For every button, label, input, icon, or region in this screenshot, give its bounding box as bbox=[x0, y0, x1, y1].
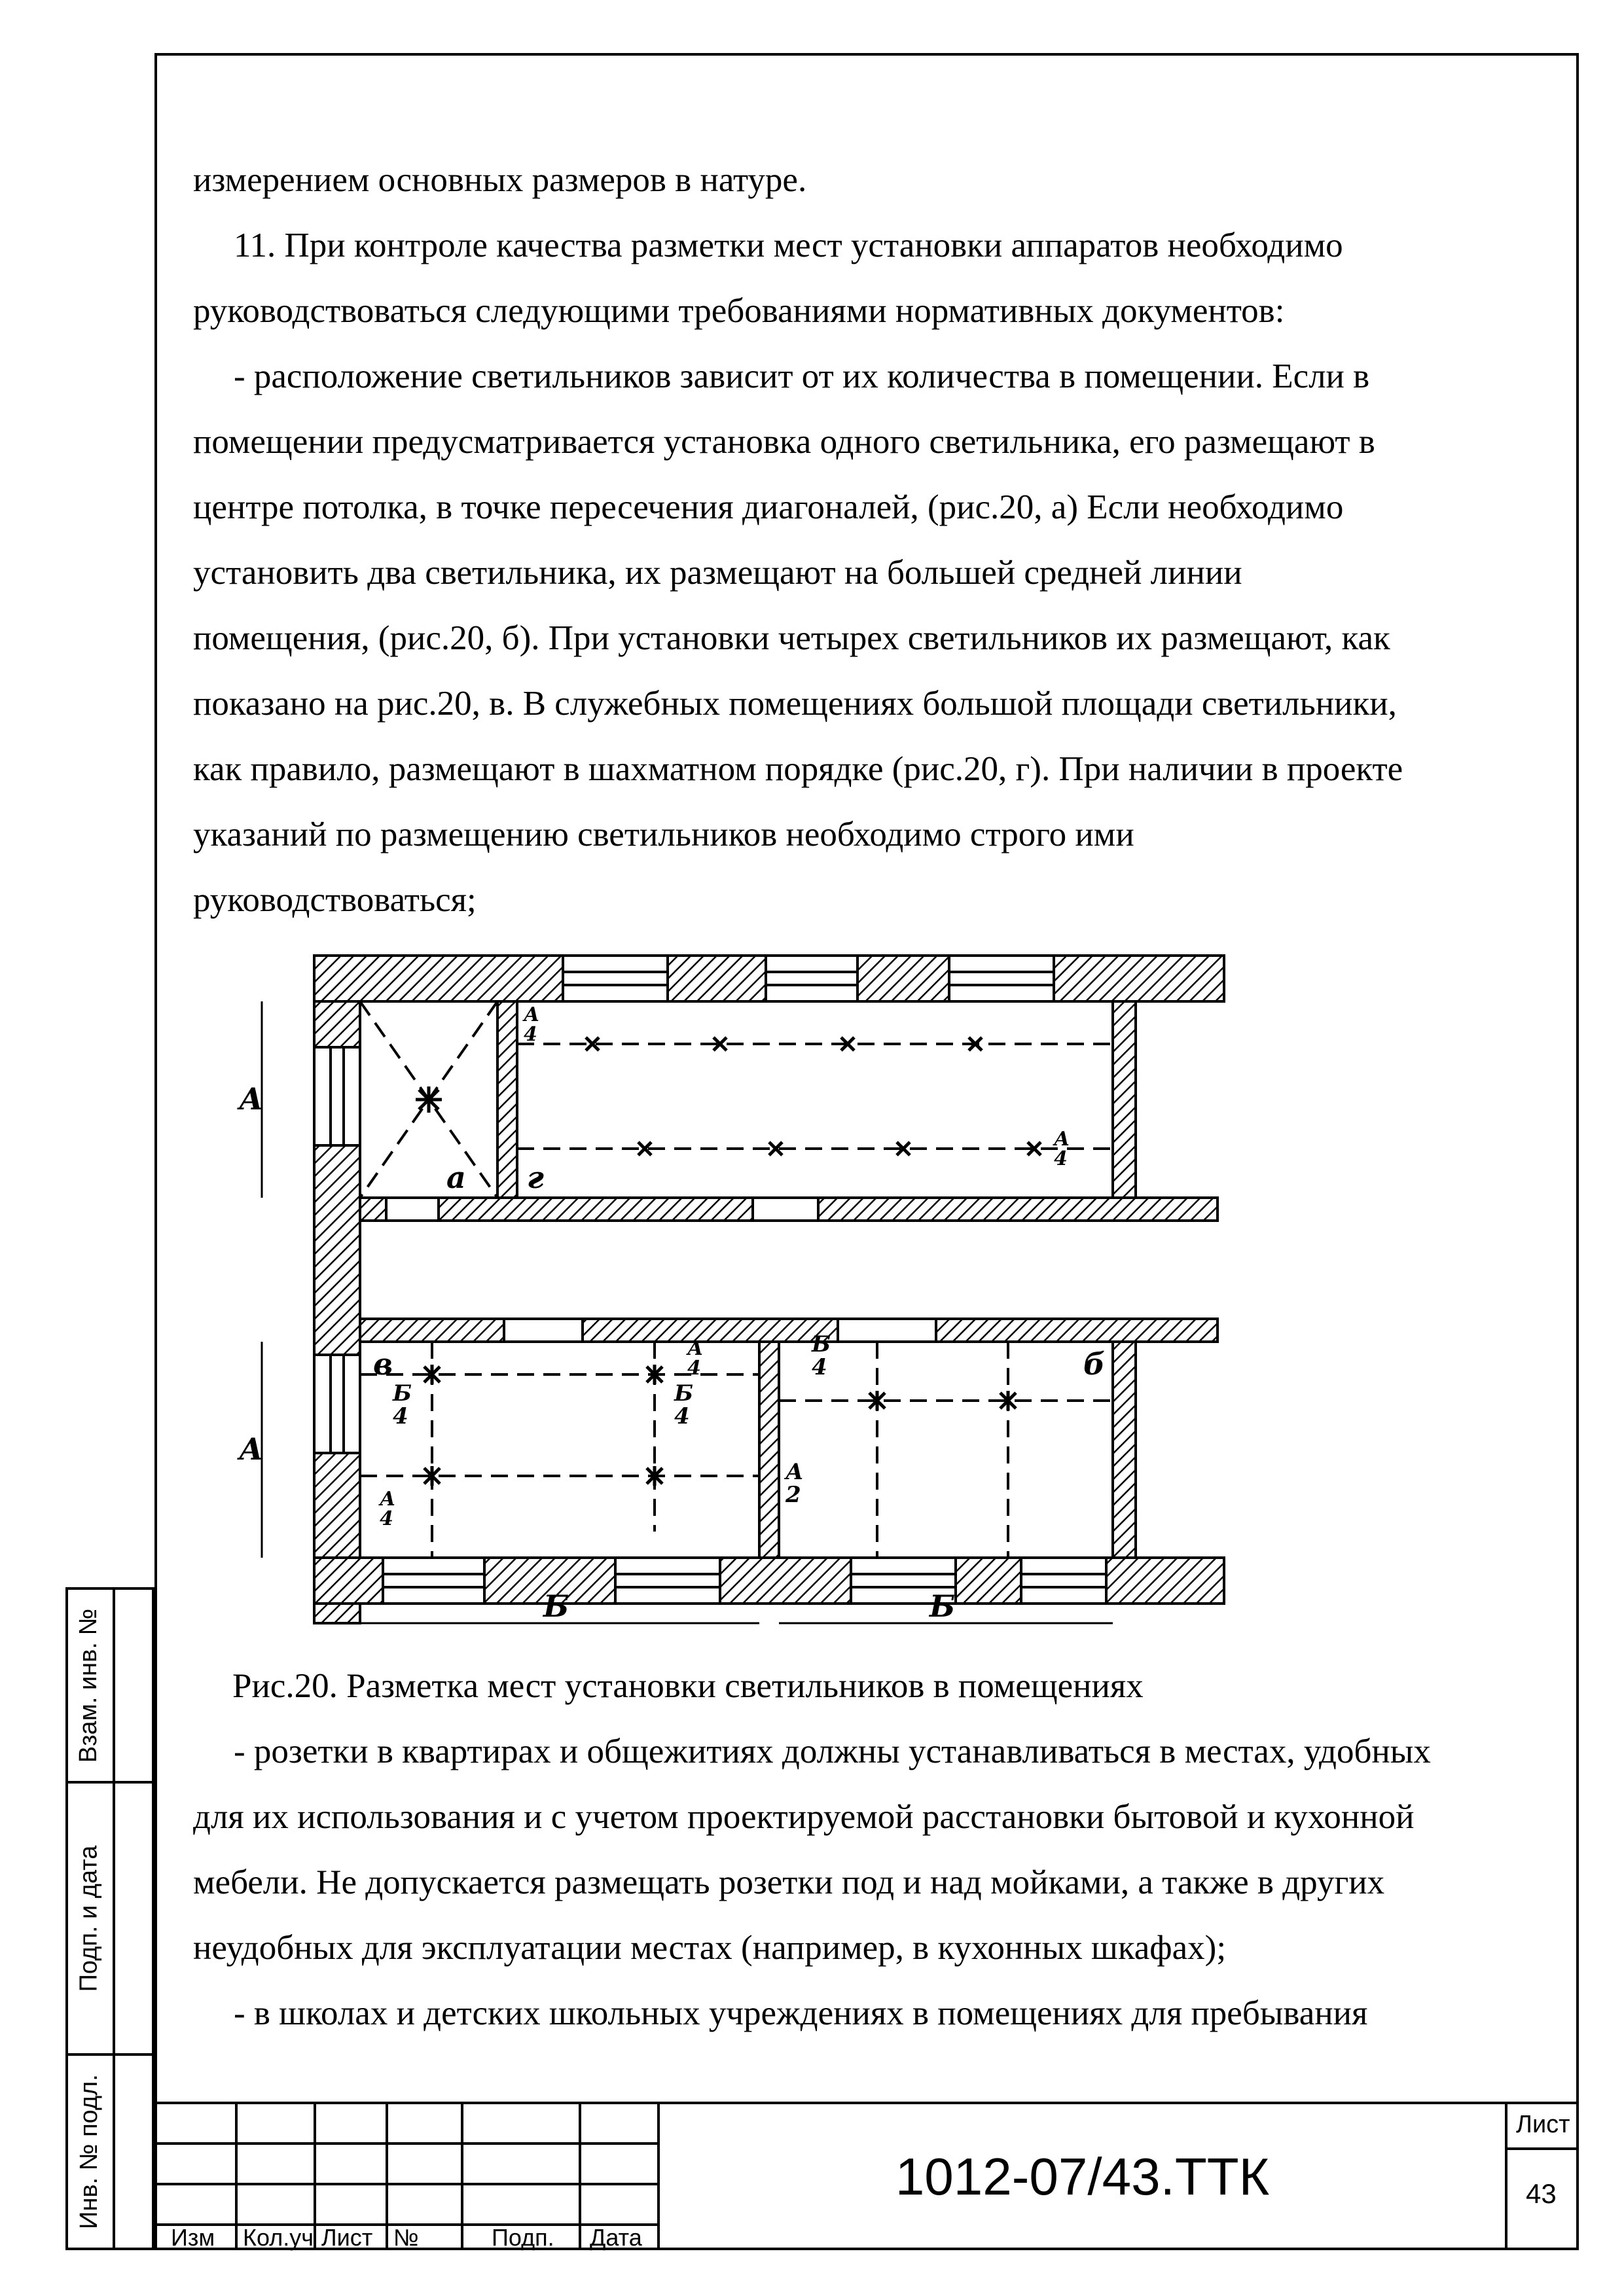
paragraph-line: мебели. Не допускается размещать розетки под и над мойками, а также в других bbox=[193, 1863, 1385, 1901]
window-left bbox=[314, 1047, 360, 1145]
paragraph-line: неудобных для эксплуатации местах (например, в кухонных шкафах); bbox=[193, 1929, 1227, 1967]
paragraph-line: измерением основных размеров в натуре. bbox=[193, 161, 807, 199]
paragraph-line: руководствоваться следующими требованиями нормативных документов: bbox=[193, 292, 1285, 330]
dim-label-a: А bbox=[239, 1081, 264, 1117]
paragraph-line: для их использования и с учетом проектируемой расстановки бытовой и кухонной bbox=[193, 1798, 1415, 1836]
dim-label-b: Б bbox=[929, 1588, 956, 1624]
paragraph-line: руководствоваться; bbox=[193, 881, 477, 919]
side-label: Подп. и дата bbox=[75, 1845, 103, 1992]
window-bottom bbox=[615, 1558, 720, 1604]
fraction-num: А bbox=[785, 1459, 804, 1485]
body-text-bottom bbox=[193, 1719, 1555, 2046]
sheet-number: 43 bbox=[1526, 2178, 1557, 2209]
fraction-num: А bbox=[380, 1488, 396, 1511]
fraction-num: Б bbox=[812, 1331, 831, 1357]
stamp-col-label: Дата bbox=[590, 2224, 642, 2251]
window-top bbox=[766, 956, 857, 1001]
stamp-col-label: Изм bbox=[171, 2224, 215, 2251]
stamp-col-label: Подп. bbox=[492, 2224, 554, 2251]
fraction-den: 4 bbox=[380, 1507, 393, 1530]
fraction-den: 4 bbox=[1054, 1147, 1068, 1170]
fraction-den: 4 bbox=[687, 1357, 701, 1380]
side-approval-table bbox=[65, 1587, 154, 2250]
window-bottom bbox=[383, 1558, 484, 1604]
sheet-label: Лист bbox=[1516, 2111, 1570, 2138]
side-label: Инв. № подл. bbox=[75, 2074, 103, 2229]
fraction-num: А bbox=[524, 1003, 540, 1026]
dim-label-a: А bbox=[239, 1431, 264, 1467]
lighting-layout-figure bbox=[239, 942, 1231, 1643]
luminaire-mark bbox=[416, 1086, 442, 1113]
body-text-top bbox=[193, 147, 1555, 933]
title-block-stamp bbox=[154, 2103, 1579, 2250]
room-label-b: б bbox=[1083, 1346, 1106, 1382]
fraction-den: 4 bbox=[812, 1354, 827, 1380]
paragraph-line: - розетки в квартирах и общежитиях должны устанавливаться в местах, удобных bbox=[234, 1732, 1431, 1770]
paragraph-line: установить два светильника, их размещают на большей средней линии bbox=[193, 554, 1242, 592]
paragraph-line: как правило, размещают в шахматном порядке (рис.20, г). При наличии в проекте bbox=[193, 750, 1403, 788]
fraction-num: А bbox=[1054, 1128, 1070, 1151]
side-label: Взам. инв. № bbox=[75, 1608, 103, 1763]
room-label-v: в bbox=[373, 1346, 393, 1382]
room-label-a: а bbox=[446, 1160, 466, 1195]
fraction-num: Б bbox=[393, 1380, 412, 1407]
window-top bbox=[949, 956, 1054, 1001]
paragraph-line: центре потолка, в точке пересечения диагоналей, (рис.20, а) Если необходимо bbox=[193, 488, 1344, 526]
fraction-num: А bbox=[687, 1337, 704, 1360]
fraction-den: 4 bbox=[524, 1023, 537, 1046]
document-code: 1012-07/43.ТТК bbox=[895, 2147, 1270, 2206]
paragraph-line: - в школах и детских школьных учреждениях в помещениях для пребывания bbox=[234, 1994, 1368, 2032]
fraction-num: Б bbox=[674, 1380, 694, 1407]
fraction-den: 4 bbox=[674, 1403, 690, 1429]
paragraph-line: помещения, (рис.20, б). При установки четырех светильников их размещают, как bbox=[193, 619, 1390, 657]
dim-label-b: Б bbox=[543, 1588, 569, 1624]
window-bottom bbox=[1021, 1558, 1106, 1604]
window-left bbox=[314, 1355, 360, 1453]
paragraph-line: - расположение светильников зависит от их количества в помещении. Если в bbox=[234, 357, 1370, 395]
stamp-col-label: Лист bbox=[321, 2224, 373, 2251]
side-divider bbox=[113, 1587, 115, 2250]
stamp-col-label: Кол.уч bbox=[243, 2224, 314, 2251]
fraction-den: 2 bbox=[785, 1482, 801, 1508]
paragraph-line: 11. При контроле качества разметки мест установки аппаратов необходимо bbox=[234, 226, 1343, 264]
figure-caption: Рис.20. Разметка мест установки светильников в помещениях bbox=[232, 1667, 1144, 1705]
fraction-den: 4 bbox=[393, 1403, 408, 1429]
room-label-g: г bbox=[527, 1160, 544, 1195]
window-top bbox=[563, 956, 668, 1001]
stamp-col-label: № bbox=[393, 2224, 419, 2251]
paragraph-line: помещении предусматривается установка одного светильника, его размещают в bbox=[193, 423, 1375, 461]
paragraph-line: показано на рис.20, в. В служебных помещениях большой площади светильники, bbox=[193, 685, 1397, 723]
paragraph-line: указаний по размещению светильников необходимо строго ими bbox=[193, 816, 1134, 853]
